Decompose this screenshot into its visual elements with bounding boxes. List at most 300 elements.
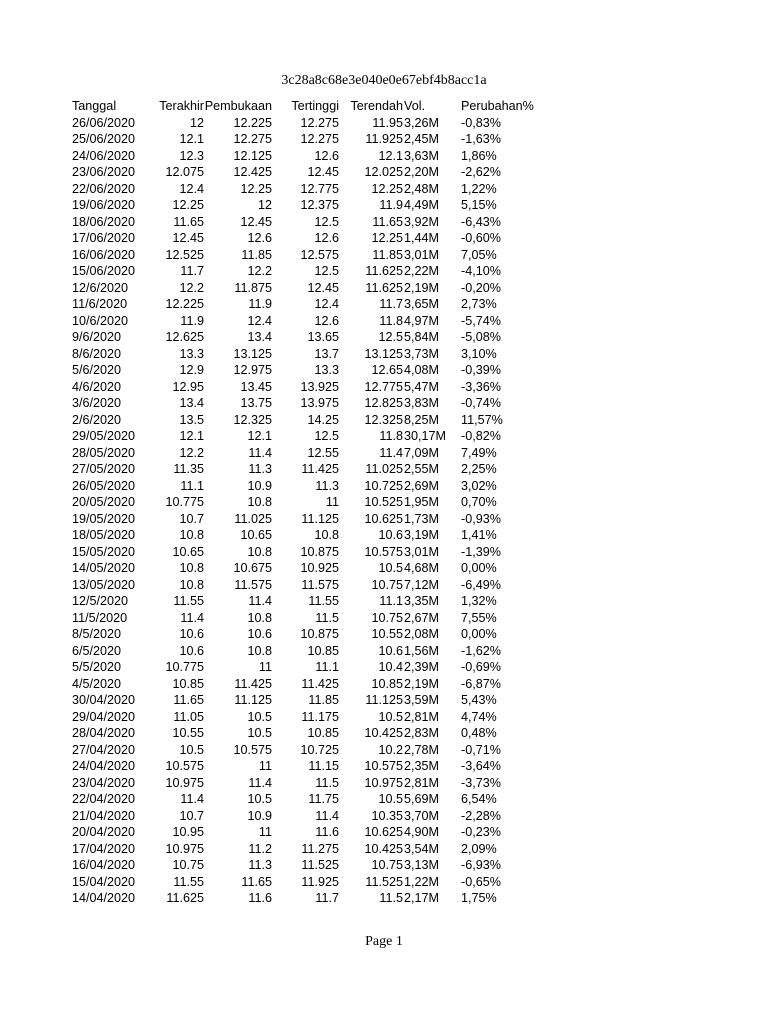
cell-open: 11	[258, 759, 272, 773]
cell-last: 13.3	[179, 346, 204, 361]
table-row	[72, 197, 535, 214]
cell-date: 25/06/2020	[72, 132, 136, 146]
cell-last: 10.975	[165, 841, 204, 856]
cell-last: 12.625	[165, 330, 204, 344]
cell-low: 11.8	[379, 429, 403, 443]
cell-volume: 7,09M	[404, 445, 440, 460]
cell-volume: 2,69M	[404, 478, 440, 493]
cell-open: 11.65	[241, 874, 272, 889]
cell-last: 12.2	[179, 280, 204, 295]
column-header-terendah: Terendah	[350, 99, 403, 113]
cell-open: 10.6	[247, 627, 272, 641]
cell-volume: 2,22M	[404, 264, 440, 278]
cell-change: 1,32%	[461, 594, 497, 608]
cell-volume: 3,59M	[404, 693, 440, 707]
cell-last: 13.5	[179, 412, 204, 427]
cell-last: 11.05	[173, 709, 204, 724]
cell-open: 12.225	[233, 115, 272, 130]
cell-low: 11.7	[379, 297, 403, 311]
cell-date: 2/6/2020	[72, 412, 122, 427]
table-row	[72, 874, 535, 891]
cell-change: 4,74%	[461, 709, 497, 724]
cell-low: 12.25	[371, 181, 403, 196]
cell-high: 13.65	[307, 330, 339, 344]
cell-low: 10.725	[364, 478, 403, 493]
cell-date: 19/06/2020	[72, 198, 136, 212]
cell-open: 10.65	[240, 528, 272, 542]
cell-volume: 2,67M	[404, 610, 440, 625]
cell-open: 13.45	[240, 379, 272, 394]
cell-change: 3,10%	[461, 346, 497, 361]
cell-change: -3,73%	[461, 775, 501, 790]
cell-high: 11.575	[301, 577, 339, 592]
cell-open: 11.85	[241, 247, 272, 262]
cell-open: 10.8	[247, 610, 272, 625]
cell-high: 12.4	[314, 297, 339, 311]
cell-high: 11.3	[315, 478, 339, 493]
page-header-id: 3c28a8c68e3e040e0e67ebf4b8acc1a	[281, 73, 487, 88]
cell-change: -3,36%	[461, 379, 501, 394]
cell-open: 11	[258, 825, 272, 839]
cell-volume: 1,95M	[404, 495, 440, 509]
cell-change: -1,63%	[461, 132, 501, 146]
cell-low: 10.75	[371, 858, 403, 872]
cell-change: -1,39%	[461, 544, 501, 559]
cell-volume: 2,83M	[404, 726, 440, 740]
cell-high: 12.55	[307, 445, 339, 460]
cell-last: 12.3	[179, 148, 204, 163]
cell-change: -0,93%	[461, 511, 501, 526]
cell-volume: 1,56M	[404, 643, 440, 658]
cell-date: 26/06/2020	[72, 115, 136, 130]
cell-low: 11.625	[365, 264, 403, 278]
cell-open: 12.975	[233, 363, 272, 377]
cell-low: 10.35	[371, 808, 403, 823]
cell-high: 14.25	[307, 412, 339, 427]
cell-high: 11.125	[301, 511, 339, 526]
cell-change: 2,25%	[461, 462, 497, 476]
cell-date: 22/06/2020	[72, 181, 136, 196]
cell-last: 11.55	[173, 874, 204, 889]
cell-last: 12.1	[179, 132, 204, 146]
cell-date: 26/05/2020	[72, 478, 136, 493]
cell-last: 12.525	[165, 247, 204, 262]
table-row	[72, 412, 535, 429]
cell-open: 11	[258, 660, 272, 674]
cell-date: 15/06/2020	[72, 264, 136, 278]
cell-last: 12.075	[165, 165, 204, 179]
cell-last: 12.225	[165, 297, 204, 311]
cell-last: 11.35	[173, 462, 204, 476]
cell-date: 19/05/2020	[72, 511, 136, 526]
cell-date: 16/06/2020	[72, 247, 136, 262]
column-header-pembukaan: Pembukaan	[204, 99, 272, 113]
cell-low: 11.925	[365, 132, 403, 146]
cell-volume: 3,01M	[404, 544, 440, 559]
cell-last: 10.7	[179, 511, 204, 526]
cell-change: 1,75%	[461, 891, 497, 905]
cell-open: 12.125	[233, 148, 272, 163]
cell-open: 11.025	[234, 511, 272, 526]
cell-high: 10.875	[300, 544, 339, 559]
cell-high: 13.3	[314, 363, 339, 377]
cell-open: 10.5	[247, 726, 272, 740]
cell-volume: 4,68M	[404, 561, 440, 575]
page-footer: Page 1	[365, 934, 403, 949]
table-row	[72, 709, 535, 726]
cell-volume: 3,01M	[404, 247, 440, 262]
cell-change: -0,71%	[461, 742, 501, 757]
cell-date: 17/04/2020	[72, 841, 136, 856]
cell-low: 10.75	[371, 577, 403, 592]
cell-last: 10.5	[179, 742, 204, 757]
cell-change: 0,70%	[461, 495, 497, 509]
table-row	[72, 313, 535, 330]
cell-date: 15/05/2020	[72, 544, 136, 559]
cell-low: 11.125	[365, 693, 403, 707]
cell-low: 12.325	[364, 412, 403, 427]
cell-high: 12.575	[300, 247, 339, 262]
cell-last: 10.6	[179, 643, 204, 658]
cell-date: 27/05/2020	[72, 462, 136, 476]
cell-date: 22/04/2020	[72, 792, 136, 806]
cell-change: -1,62%	[461, 643, 501, 658]
cell-volume: 4,08M	[404, 363, 440, 377]
cell-open: 11.2	[248, 841, 272, 856]
cell-date: 20/04/2020	[72, 825, 136, 839]
cell-low: 10.525	[364, 495, 403, 509]
table-row	[72, 362, 535, 379]
cell-date: 5/5/2020	[72, 660, 122, 674]
cell-low: 10.975	[364, 775, 403, 790]
table-row	[72, 511, 535, 528]
cell-last: 10.95	[172, 825, 204, 839]
cell-high: 10.85	[307, 726, 339, 740]
cell-low: 10.6	[378, 643, 403, 658]
cell-last: 10.8	[179, 528, 204, 542]
cell-volume: 2,17M	[404, 891, 440, 905]
cell-high: 12.45	[307, 280, 339, 295]
table-row	[72, 379, 535, 396]
header-row	[72, 98, 535, 115]
cell-volume: 2,81M	[404, 775, 440, 790]
cell-date: 8/6/2020	[72, 346, 122, 361]
table-row	[72, 791, 535, 808]
cell-change: -6,49%	[461, 577, 501, 592]
table-row	[72, 643, 535, 660]
cell-high: 11.15	[308, 759, 339, 773]
cell-open: 13.4	[247, 330, 272, 344]
table-row	[72, 148, 535, 165]
cell-last: 10.55	[172, 726, 204, 740]
cell-date: 15/04/2020	[72, 874, 136, 889]
cell-last: 12	[189, 115, 204, 130]
cell-open: 12.6	[247, 231, 272, 245]
cell-high: 11.4	[315, 808, 339, 823]
cell-low: 12.1	[378, 148, 403, 163]
cell-last: 12.25	[172, 198, 204, 212]
cell-high: 11.6	[315, 825, 339, 839]
cell-low: 11.65	[372, 214, 403, 229]
cell-volume: 2,55M	[404, 462, 440, 476]
cell-last: 11.65	[173, 214, 204, 229]
cell-date: 20/05/2020	[72, 495, 136, 509]
cell-change: -0,20%	[461, 280, 501, 295]
cell-high: 12.775	[300, 181, 339, 196]
cell-open: 13.75	[240, 396, 272, 410]
table-row	[72, 247, 535, 264]
cell-open: 10.8	[247, 544, 272, 559]
cell-date: 8/5/2020	[72, 627, 122, 641]
cell-low: 11.9	[379, 198, 403, 212]
cell-high: 11.425	[301, 462, 339, 476]
cell-date: 11/5/2020	[72, 610, 128, 625]
cell-low: 10.425	[364, 726, 403, 740]
column-header-terakhir: Terakhir	[159, 99, 204, 113]
cell-last: 10.775	[165, 495, 204, 509]
cell-last: 11.1	[180, 478, 204, 493]
table-row	[72, 824, 535, 841]
table-row	[72, 115, 535, 132]
cell-date: 14/05/2020	[72, 561, 136, 575]
table-row	[72, 560, 535, 577]
cell-volume: 3,13M	[404, 858, 440, 872]
cell-open: 10.675	[233, 561, 272, 575]
cell-open: 12.1	[247, 429, 272, 443]
cell-date: 24/06/2020	[72, 148, 136, 163]
cell-high: 12.5	[314, 429, 339, 443]
cell-date: 11/6/2020	[72, 297, 128, 311]
cell-open: 12.275	[233, 132, 272, 146]
cell-low: 11.5	[379, 891, 403, 905]
table-row	[72, 527, 535, 544]
cell-date: 4/5/2020	[72, 676, 122, 691]
cell-volume: 3,70M	[404, 808, 440, 823]
cell-last: 10.75	[172, 858, 204, 872]
cell-high: 12.275	[300, 132, 339, 146]
cell-high: 10.925	[300, 561, 339, 575]
cell-volume: 3,92M	[404, 214, 440, 229]
cell-high: 11.75	[308, 792, 339, 806]
cell-last: 12.2	[179, 445, 204, 460]
cell-volume: 3,26M	[404, 115, 440, 130]
cell-last: 12.1	[179, 429, 204, 443]
cell-last: 12.4	[179, 181, 204, 196]
cell-low: 12.5	[378, 330, 403, 344]
cell-open: 12.45	[240, 214, 272, 229]
cell-volume: 3,63M	[404, 148, 440, 163]
cell-volume: 5,47M	[404, 379, 440, 394]
cell-high: 11.85	[308, 693, 339, 707]
cell-date: 16/04/2020	[72, 858, 136, 872]
cell-high: 10.8	[314, 528, 339, 542]
cell-open: 11.575	[234, 577, 272, 592]
cell-volume: 4,90M	[404, 825, 440, 839]
cell-date: 30/04/2020	[72, 693, 136, 707]
cell-high: 13.925	[300, 379, 339, 394]
table-row	[72, 478, 535, 495]
cell-change: -2,28%	[461, 808, 501, 823]
cell-high: 11.275	[301, 841, 339, 856]
cell-high: 11.55	[308, 594, 339, 608]
table-body	[72, 115, 535, 907]
table-row	[72, 461, 535, 478]
cell-low: 12.025	[364, 165, 403, 179]
cell-high: 12.6	[314, 148, 339, 163]
cell-low: 12.25	[371, 231, 403, 245]
cell-last: 10.65	[172, 544, 204, 559]
cell-last: 12.95	[172, 379, 204, 394]
table-row	[72, 296, 535, 313]
table-row	[72, 230, 535, 247]
cell-change: 7,05%	[461, 247, 497, 262]
cell-volume: 2,19M	[404, 676, 440, 691]
cell-high: 11.425	[301, 676, 339, 691]
table-row	[72, 610, 535, 627]
cell-volume: 1,22M	[404, 874, 440, 889]
cell-last: 10.775	[165, 660, 204, 674]
table-row	[72, 164, 535, 181]
cell-high: 11.175	[301, 709, 339, 724]
cell-open: 11.3	[248, 462, 272, 476]
cell-date: 14/04/2020	[72, 891, 136, 905]
table-row	[72, 857, 535, 874]
cell-open: 10.5	[247, 792, 272, 806]
cell-open: 11.4	[248, 445, 272, 460]
cell-low: 10.575	[364, 544, 403, 559]
cell-high: 13.975	[300, 396, 339, 410]
cell-high: 10.85	[307, 643, 339, 658]
cell-volume: 2,19M	[404, 280, 440, 295]
cell-low: 10.625	[364, 825, 403, 839]
cell-change: 0,00%	[461, 561, 497, 575]
cell-volume: 3,19M	[404, 528, 440, 542]
cell-last: 11.55	[173, 594, 204, 608]
cell-date: 6/5/2020	[72, 643, 122, 658]
cell-change: 1,86%	[461, 148, 497, 163]
cell-volume: 1,73M	[404, 511, 440, 526]
cell-volume: 4,97M	[404, 313, 440, 328]
cell-date: 4/6/2020	[72, 379, 122, 394]
column-header-tanggal: Tanggal	[72, 99, 117, 113]
cell-date: 5/6/2020	[72, 363, 122, 377]
table-row	[72, 890, 535, 907]
cell-low: 10.4	[378, 660, 403, 674]
cell-change: -0,65%	[461, 874, 501, 889]
cell-volume: 3,73M	[404, 346, 440, 361]
cell-last: 10.6	[179, 627, 204, 641]
cell-open: 11.3	[248, 858, 272, 872]
cell-low: 11.025	[365, 462, 403, 476]
cell-open: 12.4	[247, 313, 272, 328]
cell-date: 17/06/2020	[72, 231, 136, 245]
cell-volume: 3,83M	[404, 396, 440, 410]
table-row	[72, 593, 535, 610]
cell-last: 10.7	[179, 808, 204, 823]
table-row	[72, 131, 535, 148]
cell-open: 12.325	[233, 412, 272, 427]
cell-last: 11.9	[180, 313, 204, 328]
cell-volume: 2,20M	[404, 165, 440, 179]
table-row	[72, 346, 535, 363]
cell-low: 10.2	[378, 742, 403, 757]
cell-change: 5,43%	[461, 693, 497, 707]
cell-low: 13.125	[364, 346, 403, 361]
cell-date: 23/04/2020	[72, 775, 136, 790]
cell-change: 0,48%	[461, 726, 497, 740]
cell-volume: 4,49M	[404, 198, 440, 212]
cell-change: 7,49%	[461, 445, 497, 460]
cell-low: 10.5	[378, 709, 403, 724]
cell-high: 12.45	[307, 165, 339, 179]
cell-low: 10.55	[371, 627, 403, 641]
cell-high: 11.5	[315, 610, 339, 625]
cell-volume: 5,69M	[404, 792, 440, 806]
cell-change: 2,73%	[461, 297, 497, 311]
cell-open: 12.2	[247, 264, 272, 278]
cell-date: 27/04/2020	[72, 742, 136, 757]
table-row	[72, 445, 535, 462]
cell-volume: 7,12M	[404, 577, 440, 592]
cell-high: 11.5	[315, 775, 339, 790]
cell-low: 10.625	[364, 511, 403, 526]
cell-date: 28/05/2020	[72, 445, 136, 460]
table-row	[72, 758, 535, 775]
table-row	[72, 659, 535, 676]
cell-change: -4,10%	[461, 264, 501, 278]
column-header-perubahan: Perubahan%	[461, 99, 534, 113]
cell-high: 11.925	[301, 874, 339, 889]
cell-open: 10.8	[247, 643, 272, 658]
cell-high: 11.525	[301, 858, 339, 872]
cell-date: 28/04/2020	[72, 726, 136, 740]
cell-high: 10.875	[300, 627, 339, 641]
cell-change: -6,93%	[461, 858, 501, 872]
cell-change: 6,54%	[461, 792, 497, 806]
cell-open: 12.425	[233, 165, 272, 179]
table-row	[72, 725, 535, 742]
cell-change: -0,23%	[461, 825, 501, 839]
cell-low: 11.4	[379, 445, 403, 460]
cell-date: 21/04/2020	[72, 808, 136, 823]
cell-change: -0,82%	[461, 429, 501, 443]
cell-open: 10.5	[247, 709, 272, 724]
cell-volume: 3,65M	[404, 297, 440, 311]
cell-open: 11.425	[234, 676, 272, 691]
cell-date: 12/5/2020	[72, 594, 129, 608]
table-row	[72, 494, 535, 511]
cell-date: 23/06/2020	[72, 165, 136, 179]
table-row	[72, 692, 535, 709]
cell-last: 11.625	[166, 891, 204, 905]
table-row	[72, 775, 535, 792]
table-row	[72, 841, 535, 858]
cell-volume: 5,84M	[404, 330, 440, 344]
cell-open: 10.9	[247, 808, 272, 823]
cell-last: 12.45	[172, 231, 204, 245]
cell-high: 11.7	[315, 891, 339, 905]
cell-last: 12.9	[179, 363, 204, 377]
cell-low: 11.625	[365, 280, 403, 295]
table-row	[72, 181, 535, 198]
cell-change: -6,43%	[461, 214, 501, 229]
cell-low: 11.85	[372, 247, 403, 262]
cell-date: 10/6/2020	[72, 313, 129, 328]
cell-change: 1,22%	[461, 181, 497, 196]
cell-volume: 2,35M	[404, 759, 440, 773]
table-row	[72, 214, 535, 231]
cell-last: 11.7	[180, 264, 204, 278]
